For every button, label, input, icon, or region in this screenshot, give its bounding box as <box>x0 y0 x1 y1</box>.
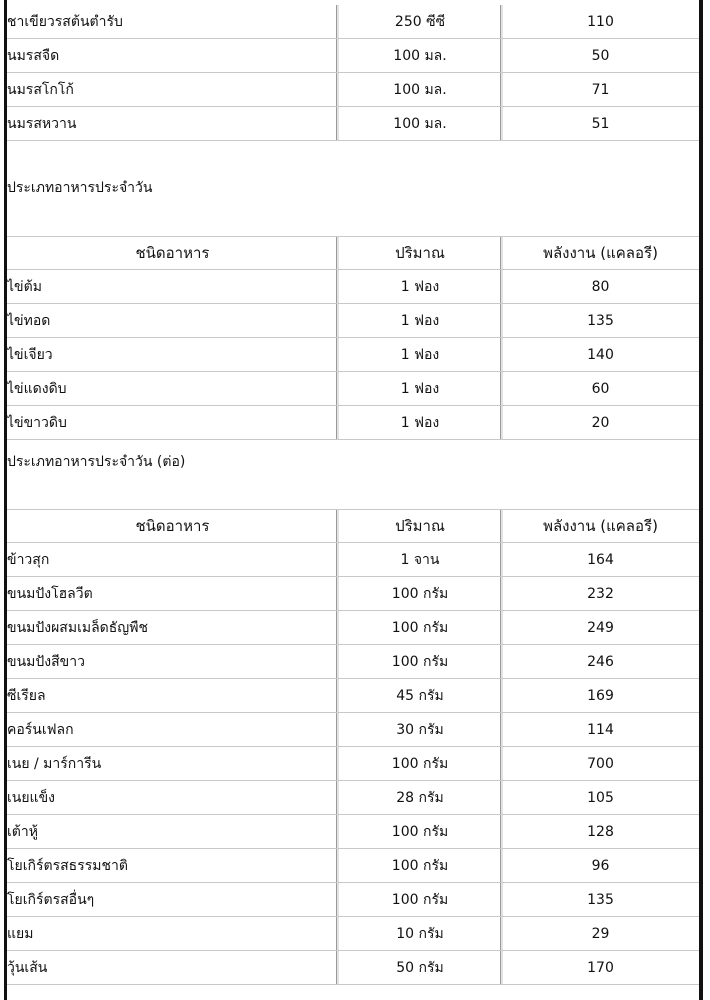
food-cell: ชาเขียวรสต้นตำรับ <box>7 13 123 30</box>
food-cell: วุ้นเส้น <box>7 959 48 976</box>
energy-cell: 170 <box>587 959 614 976</box>
table-row <box>7 39 699 73</box>
energy-cell: 232 <box>587 585 614 602</box>
amount-cell: 100 มล. <box>393 115 447 132</box>
table-row <box>7 577 699 611</box>
table-row <box>7 679 699 713</box>
table-row <box>7 815 699 849</box>
amount-cell: 100 กรัม <box>391 823 449 840</box>
energy-cell: 135 <box>587 312 614 329</box>
right-border <box>699 0 703 1000</box>
energy-cell: 60 <box>591 380 610 397</box>
energy-cell: 50 <box>591 47 610 64</box>
table-row <box>7 304 699 338</box>
amount-cell: 100 กรัม <box>391 619 449 636</box>
energy-cell: 29 <box>591 925 610 942</box>
section-title: ประเภทอาหารประจำวัน <box>7 180 153 196</box>
energy-cell: 20 <box>591 414 610 431</box>
table-row <box>7 270 699 304</box>
food-cell: นมรสจืด <box>7 47 60 64</box>
table-row <box>7 338 699 372</box>
food-cell: ขนมปังผสมเมล็ดธัญพืช <box>7 619 148 636</box>
food-cell: ไข่ขาวดิบ <box>7 414 67 431</box>
header-food: ชนิดอาหาร <box>135 244 210 262</box>
amount-cell: 28 กรัม <box>396 789 444 806</box>
amount-cell: 100 กรัม <box>391 755 449 772</box>
energy-cell: 105 <box>587 789 614 806</box>
table-row <box>7 107 699 141</box>
table-row <box>7 73 699 107</box>
table-row <box>7 849 699 883</box>
food-cell: นมรสหวาน <box>7 115 77 132</box>
table-row <box>7 713 699 747</box>
table-row <box>7 883 699 917</box>
food-cell: แยม <box>7 925 34 942</box>
food-cell: คอร์นเฟลก <box>7 721 74 738</box>
food-cell: เต้าหู้ <box>7 823 38 840</box>
energy-cell: 96 <box>591 857 610 874</box>
table-header-row <box>7 236 699 270</box>
amount-cell: 1 จาน <box>400 551 440 568</box>
food-cell: ขนมปังโฮลวีต <box>7 585 93 602</box>
amount-cell: 100 มล. <box>393 47 447 64</box>
table-row <box>7 781 699 815</box>
amount-cell: 50 กรัม <box>396 959 444 976</box>
food-cell: ขนมปังสีขาว <box>7 653 85 670</box>
table-row <box>7 645 699 679</box>
amount-cell: 100 มล. <box>393 81 447 98</box>
energy-cell: 140 <box>587 346 614 363</box>
table-row <box>7 611 699 645</box>
amount-cell: 100 กรัม <box>391 653 449 670</box>
amount-cell: 45 กรัม <box>396 687 444 704</box>
energy-cell: 128 <box>587 823 614 840</box>
food-cell: ซีเรียล <box>7 687 46 704</box>
energy-cell: 135 <box>587 891 614 908</box>
amount-cell: 1 ฟอง <box>400 414 440 431</box>
amount-cell: 1 ฟอง <box>400 278 440 295</box>
table-row <box>7 917 699 951</box>
amount-cell: 1 ฟอง <box>400 380 440 397</box>
food-cell: เนย / มาร์การีน <box>7 755 102 772</box>
energy-cell: 110 <box>587 13 614 30</box>
header-energy: พลังงาน (แคลอรี) <box>543 517 658 535</box>
energy-cell: 114 <box>587 721 614 738</box>
food-cell: ข้าวสุก <box>7 551 50 568</box>
energy-cell: 700 <box>587 755 614 772</box>
table-row <box>7 543 699 577</box>
energy-cell: 71 <box>591 81 610 98</box>
amount-cell: 30 กรัม <box>396 721 444 738</box>
energy-cell: 80 <box>591 278 610 295</box>
table-row <box>7 747 699 781</box>
table-row <box>7 951 699 985</box>
food-cell: เนยแข็ง <box>7 789 55 806</box>
amount-cell: 1 ฟอง <box>400 346 440 363</box>
table-row <box>7 5 699 39</box>
table-row <box>7 372 699 406</box>
food-cell: ไข่เจียว <box>7 346 53 363</box>
food-cell: ไข่ต้ม <box>7 278 42 295</box>
food-cell: โยเกิร์ตรสอื่นๆ <box>7 891 95 908</box>
food-cell: นมรสโกโก้ <box>7 81 74 98</box>
food-cell: โยเกิร์ตรสธรรมชาติ <box>7 857 128 874</box>
header-energy: พลังงาน (แคลอรี) <box>543 244 658 262</box>
energy-cell: 169 <box>587 687 614 704</box>
amount-cell: 100 กรัม <box>391 585 449 602</box>
energy-cell: 249 <box>587 619 614 636</box>
table-header-row <box>7 509 699 543</box>
energy-cell: 51 <box>591 115 610 132</box>
amount-cell: 10 กรัม <box>396 925 444 942</box>
amount-cell: 100 กรัม <box>391 891 449 908</box>
table-eggs <box>7 236 699 440</box>
table-row <box>7 406 699 440</box>
food-cell: ไข่แดงดิบ <box>7 380 67 397</box>
table-beverages <box>7 5 699 141</box>
amount-cell: 250 ซีซี <box>394 13 446 30</box>
amount-cell: 100 กรัม <box>391 857 449 874</box>
energy-cell: 246 <box>587 653 614 670</box>
table-daily-food <box>7 509 699 985</box>
header-food: ชนิดอาหาร <box>135 517 210 535</box>
header-amount: ปริมาณ <box>395 244 445 262</box>
section-title: ประเภทอาหารประจำวัน (ต่อ) <box>7 454 186 470</box>
food-cell: ไข่ทอด <box>7 312 51 329</box>
header-amount: ปริมาณ <box>395 517 445 535</box>
amount-cell: 1 ฟอง <box>400 312 440 329</box>
energy-cell: 164 <box>587 551 614 568</box>
